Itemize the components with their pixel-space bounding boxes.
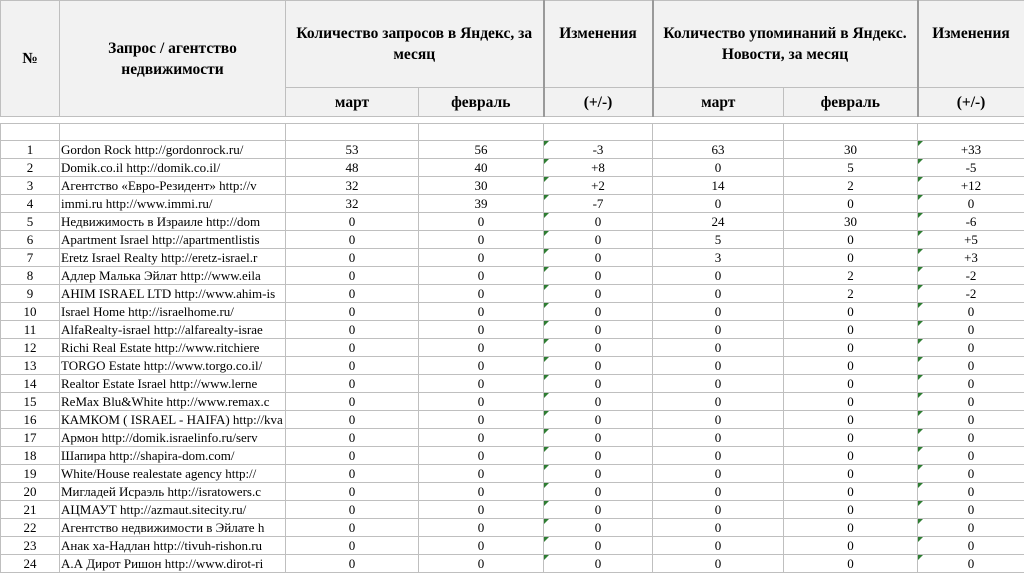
requests-march-cell[interactable]: 0 bbox=[286, 339, 419, 357]
requests-change-cell[interactable]: 0 bbox=[544, 267, 653, 285]
news-february-cell[interactable]: 0 bbox=[784, 465, 918, 483]
requests-change-cell[interactable]: +8 bbox=[544, 159, 653, 177]
news-change-cell[interactable]: +33 bbox=[918, 141, 1024, 159]
requests-change-cell[interactable]: 0 bbox=[544, 519, 653, 537]
table-row bbox=[1, 447, 1024, 465]
requests-february-cell[interactable]: 0 bbox=[419, 447, 544, 465]
requests-february-cell[interactable]: 0 bbox=[419, 393, 544, 411]
empty-cell[interactable] bbox=[1, 124, 60, 141]
news-february-cell[interactable]: 0 bbox=[784, 357, 918, 375]
requests-february-cell[interactable]: 0 bbox=[419, 537, 544, 555]
row-number-cell[interactable]: 7 bbox=[1, 249, 60, 267]
query-cell[interactable]: ReMax Blu&White http://www.remax.c bbox=[60, 393, 286, 411]
table-row bbox=[1, 519, 1024, 537]
table-row bbox=[1, 231, 1024, 249]
news-change-cell[interactable]: 0 bbox=[918, 537, 1024, 555]
requests-change-cell[interactable]: 0 bbox=[544, 501, 653, 519]
news-february-cell[interactable]: 0 bbox=[784, 537, 918, 555]
news-change-cell[interactable]: 0 bbox=[918, 501, 1024, 519]
news-march-cell[interactable]: 0 bbox=[653, 393, 784, 411]
news-march-cell[interactable]: 0 bbox=[653, 159, 784, 177]
row-number-cell[interactable]: 3 bbox=[1, 177, 60, 195]
row-number-cell[interactable]: 2 bbox=[1, 159, 60, 177]
requests-march-cell[interactable]: 0 bbox=[286, 429, 419, 447]
requests-february-cell[interactable]: 0 bbox=[419, 267, 544, 285]
table-row bbox=[1, 465, 1024, 483]
news-march-cell[interactable]: 0 bbox=[653, 447, 784, 465]
requests-february-cell[interactable]: 0 bbox=[419, 501, 544, 519]
news-change-cell[interactable]: 0 bbox=[918, 195, 1024, 213]
table-row bbox=[1, 195, 1024, 213]
requests-february-cell[interactable]: 40 bbox=[419, 159, 544, 177]
news-march-cell[interactable]: 24 bbox=[653, 213, 784, 231]
requests-march-cell[interactable]: 0 bbox=[286, 483, 419, 501]
requests-february-cell[interactable]: 0 bbox=[419, 519, 544, 537]
news-february-cell[interactable]: 30 bbox=[784, 141, 918, 159]
news-february-cell[interactable]: 0 bbox=[784, 339, 918, 357]
query-cell[interactable]: TORGO Estate http://www.torgo.co.il/ bbox=[60, 357, 286, 375]
news-change-cell[interactable]: 0 bbox=[918, 357, 1024, 375]
header-changes-2[interactable]: Изменения bbox=[918, 1, 1024, 88]
query-cell[interactable]: Недвижимость в Израиле http://dom bbox=[60, 213, 286, 231]
empty-cell[interactable] bbox=[784, 124, 918, 141]
news-change-cell[interactable]: -2 bbox=[918, 285, 1024, 303]
news-february-cell[interactable]: 0 bbox=[784, 447, 918, 465]
news-march-cell[interactable]: 0 bbox=[653, 321, 784, 339]
news-change-cell[interactable]: 0 bbox=[918, 483, 1024, 501]
row-number-cell[interactable]: 22 bbox=[1, 519, 60, 537]
query-cell[interactable]: КАМКОМ ( ISRAEL - HAIFA) http://kva bbox=[60, 411, 286, 429]
requests-march-cell[interactable]: 0 bbox=[286, 285, 419, 303]
requests-change-cell[interactable]: -7 bbox=[544, 195, 653, 213]
requests-march-cell[interactable]: 32 bbox=[286, 195, 419, 213]
news-change-cell[interactable]: 0 bbox=[918, 519, 1024, 537]
news-march-cell[interactable]: 14 bbox=[653, 177, 784, 195]
requests-change-cell[interactable]: 0 bbox=[544, 231, 653, 249]
news-change-cell[interactable]: -5 bbox=[918, 159, 1024, 177]
row-number-cell[interactable]: 6 bbox=[1, 231, 60, 249]
requests-march-cell[interactable]: 0 bbox=[286, 267, 419, 285]
requests-february-cell[interactable]: 0 bbox=[419, 285, 544, 303]
header-query[interactable]: Запрос / агентство недвижимости bbox=[60, 1, 286, 117]
table-row bbox=[1, 267, 1024, 285]
table-row bbox=[1, 303, 1024, 321]
table-row bbox=[1, 375, 1024, 393]
row-number-cell[interactable]: 23 bbox=[1, 537, 60, 555]
query-cell[interactable]: immi.ru http://www.immi.ru/ bbox=[60, 195, 286, 213]
row-number-cell[interactable]: 14 bbox=[1, 375, 60, 393]
requests-march-cell[interactable]: 0 bbox=[286, 303, 419, 321]
news-february-cell[interactable]: 0 bbox=[784, 375, 918, 393]
requests-february-cell[interactable]: 0 bbox=[419, 321, 544, 339]
requests-march-cell[interactable]: 48 bbox=[286, 159, 419, 177]
requests-change-cell[interactable]: 0 bbox=[544, 213, 653, 231]
news-change-cell[interactable]: 0 bbox=[918, 555, 1024, 573]
news-february-cell[interactable]: 0 bbox=[784, 321, 918, 339]
news-march-cell[interactable]: 3 bbox=[653, 249, 784, 267]
row-number-cell[interactable]: 17 bbox=[1, 429, 60, 447]
row-number-cell[interactable]: 15 bbox=[1, 393, 60, 411]
requests-february-cell[interactable]: 0 bbox=[419, 465, 544, 483]
requests-change-cell[interactable]: 0 bbox=[544, 429, 653, 447]
requests-february-cell[interactable]: 0 bbox=[419, 303, 544, 321]
header-february-1[interactable]: февраль bbox=[419, 88, 544, 117]
query-cell[interactable]: Domik.co.il http://domik.co.il/ bbox=[60, 159, 286, 177]
news-change-cell[interactable]: 0 bbox=[918, 465, 1024, 483]
table-row bbox=[1, 393, 1024, 411]
row-number-cell[interactable]: 24 bbox=[1, 555, 60, 573]
empty-cell[interactable] bbox=[918, 124, 1024, 141]
news-february-cell[interactable]: 2 bbox=[784, 285, 918, 303]
header-march-1[interactable]: март bbox=[286, 88, 419, 117]
requests-march-cell[interactable]: 0 bbox=[286, 231, 419, 249]
requests-change-cell[interactable]: 0 bbox=[544, 411, 653, 429]
table-row bbox=[1, 357, 1024, 375]
news-february-cell[interactable]: 2 bbox=[784, 267, 918, 285]
header-yandex-requests[interactable]: Количество запросов в Яндекс, за месяц bbox=[286, 1, 544, 88]
requests-change-cell[interactable]: 0 bbox=[544, 375, 653, 393]
news-march-cell[interactable]: 63 bbox=[653, 141, 784, 159]
requests-february-cell[interactable]: 0 bbox=[419, 411, 544, 429]
query-cell[interactable]: Gordon Rock http://gordonrock.ru/ bbox=[60, 141, 286, 159]
news-march-cell[interactable]: 0 bbox=[653, 537, 784, 555]
requests-march-cell[interactable]: 0 bbox=[286, 249, 419, 267]
table-row bbox=[1, 213, 1024, 231]
requests-february-cell[interactable]: 56 bbox=[419, 141, 544, 159]
requests-march-cell[interactable]: 0 bbox=[286, 357, 419, 375]
requests-march-cell[interactable]: 0 bbox=[286, 501, 419, 519]
table-row bbox=[1, 177, 1024, 195]
row-number-cell[interactable]: 1 bbox=[1, 141, 60, 159]
row-number-cell[interactable]: 18 bbox=[1, 447, 60, 465]
news-february-cell[interactable]: 0 bbox=[784, 411, 918, 429]
news-change-cell[interactable]: 0 bbox=[918, 429, 1024, 447]
query-cell[interactable]: White/House realestate agency http:// bbox=[60, 465, 286, 483]
requests-march-cell[interactable]: 0 bbox=[286, 393, 419, 411]
requests-march-cell[interactable]: 0 bbox=[286, 537, 419, 555]
requests-february-cell[interactable]: 0 bbox=[419, 357, 544, 375]
news-march-cell[interactable]: 0 bbox=[653, 555, 784, 573]
news-change-cell[interactable]: 0 bbox=[918, 321, 1024, 339]
query-cell[interactable]: АЦМАУТ http://azmaut.sitecity.ru/ bbox=[60, 501, 286, 519]
empty-cell[interactable] bbox=[60, 124, 286, 141]
requests-february-cell[interactable]: 0 bbox=[419, 375, 544, 393]
row-number-cell[interactable]: 10 bbox=[1, 303, 60, 321]
news-march-cell[interactable]: 0 bbox=[653, 465, 784, 483]
requests-change-cell[interactable]: 0 bbox=[544, 303, 653, 321]
requests-march-cell[interactable]: 0 bbox=[286, 465, 419, 483]
query-cell[interactable]: Realtor Estate Israel http://www.lerne bbox=[60, 375, 286, 393]
spacer-row bbox=[1, 117, 1024, 124]
query-cell[interactable]: Адлер Малька Эйлат http://www.eila bbox=[60, 267, 286, 285]
table-row bbox=[1, 501, 1024, 519]
query-cell[interactable]: А.А Дирот Ришон http://www.dirot-ri bbox=[60, 555, 286, 573]
news-february-cell[interactable]: 0 bbox=[784, 429, 918, 447]
query-cell[interactable]: Агентство недвижимости в Эйлате h bbox=[60, 519, 286, 537]
requests-change-cell[interactable]: 0 bbox=[544, 447, 653, 465]
requests-march-cell[interactable]: 0 bbox=[286, 555, 419, 573]
requests-change-cell[interactable]: -3 bbox=[544, 141, 653, 159]
requests-february-cell[interactable]: 0 bbox=[419, 483, 544, 501]
news-february-cell[interactable]: 0 bbox=[784, 195, 918, 213]
news-february-cell[interactable]: 30 bbox=[784, 213, 918, 231]
requests-march-cell[interactable]: 32 bbox=[286, 177, 419, 195]
header-plus-minus-1[interactable]: (+/-) bbox=[544, 88, 653, 117]
table-row bbox=[1, 339, 1024, 357]
row-number-cell[interactable]: 4 bbox=[1, 195, 60, 213]
news-february-cell[interactable]: 0 bbox=[784, 555, 918, 573]
requests-march-cell[interactable]: 0 bbox=[286, 411, 419, 429]
news-march-cell[interactable]: 5 bbox=[653, 231, 784, 249]
news-february-cell[interactable]: 2 bbox=[784, 177, 918, 195]
requests-february-cell[interactable]: 0 bbox=[419, 213, 544, 231]
table-row bbox=[1, 321, 1024, 339]
news-february-cell[interactable]: 0 bbox=[784, 483, 918, 501]
news-change-cell[interactable]: -2 bbox=[918, 267, 1024, 285]
requests-february-cell[interactable]: 39 bbox=[419, 195, 544, 213]
news-change-cell[interactable]: 0 bbox=[918, 393, 1024, 411]
requests-change-cell[interactable]: 0 bbox=[544, 249, 653, 267]
news-march-cell[interactable]: 0 bbox=[653, 483, 784, 501]
news-march-cell[interactable]: 0 bbox=[653, 195, 784, 213]
query-cell[interactable]: Apartment Israel http://apartmentlistis bbox=[60, 231, 286, 249]
table-row bbox=[1, 249, 1024, 267]
requests-february-cell[interactable]: 0 bbox=[419, 231, 544, 249]
requests-change-cell[interactable]: +2 bbox=[544, 177, 653, 195]
query-cell[interactable]: Агентство «Евро-Резидент» http://v bbox=[60, 177, 286, 195]
requests-change-cell[interactable]: 0 bbox=[544, 555, 653, 573]
news-february-cell[interactable]: 0 bbox=[784, 393, 918, 411]
requests-change-cell[interactable]: 0 bbox=[544, 285, 653, 303]
news-february-cell[interactable]: 0 bbox=[784, 249, 918, 267]
empty-cell[interactable] bbox=[653, 124, 784, 141]
table-row bbox=[1, 411, 1024, 429]
row-number-cell[interactable]: 9 bbox=[1, 285, 60, 303]
requests-march-cell[interactable]: 53 bbox=[286, 141, 419, 159]
news-march-cell[interactable]: 0 bbox=[653, 303, 784, 321]
news-march-cell[interactable]: 0 bbox=[653, 429, 784, 447]
row-number-cell[interactable]: 8 bbox=[1, 267, 60, 285]
row-number-cell[interactable]: 12 bbox=[1, 339, 60, 357]
query-cell[interactable]: Шапира http://shapira-dom.com/ bbox=[60, 447, 286, 465]
news-march-cell[interactable]: 0 bbox=[653, 339, 784, 357]
query-cell[interactable]: Israel Home http://israelhome.ru/ bbox=[60, 303, 286, 321]
row-number-cell[interactable]: 16 bbox=[1, 411, 60, 429]
news-march-cell[interactable]: 0 bbox=[653, 267, 784, 285]
row-number-cell[interactable]: 13 bbox=[1, 357, 60, 375]
news-change-cell[interactable]: 0 bbox=[918, 411, 1024, 429]
header-february-2[interactable]: февраль bbox=[784, 88, 918, 117]
requests-change-cell[interactable]: 0 bbox=[544, 321, 653, 339]
table-row bbox=[1, 141, 1024, 159]
requests-february-cell[interactable]: 0 bbox=[419, 249, 544, 267]
news-march-cell[interactable]: 0 bbox=[653, 519, 784, 537]
row-number-cell[interactable]: 20 bbox=[1, 483, 60, 501]
requests-change-cell[interactable]: 0 bbox=[544, 393, 653, 411]
requests-february-cell[interactable]: 0 bbox=[419, 555, 544, 573]
news-change-cell[interactable]: +5 bbox=[918, 231, 1024, 249]
requests-change-cell[interactable]: 0 bbox=[544, 483, 653, 501]
row-number-cell[interactable]: 11 bbox=[1, 321, 60, 339]
empty-cell[interactable] bbox=[544, 124, 653, 141]
empty-cell[interactable] bbox=[286, 124, 419, 141]
query-cell[interactable]: AlfaRealty-israel http://alfarealty-israe bbox=[60, 321, 286, 339]
requests-change-cell[interactable]: 0 bbox=[544, 465, 653, 483]
table-row bbox=[1, 429, 1024, 447]
query-cell[interactable]: Eretz Israel Realty http://eretz-israel.r bbox=[60, 249, 286, 267]
query-cell[interactable]: Richi Real Estate http://www.ritchiere bbox=[60, 339, 286, 357]
news-march-cell[interactable]: 0 bbox=[653, 411, 784, 429]
news-change-cell[interactable]: 0 bbox=[918, 375, 1024, 393]
news-change-cell[interactable]: -6 bbox=[918, 213, 1024, 231]
news-february-cell[interactable]: 0 bbox=[784, 519, 918, 537]
news-february-cell[interactable]: 0 bbox=[784, 501, 918, 519]
table-row bbox=[1, 555, 1024, 573]
news-change-cell[interactable]: 0 bbox=[918, 447, 1024, 465]
query-cell[interactable]: Армон http://domik.israelinfo.ru/serv bbox=[60, 429, 286, 447]
requests-change-cell[interactable]: 0 bbox=[544, 357, 653, 375]
table-row bbox=[1, 159, 1024, 177]
requests-february-cell[interactable]: 30 bbox=[419, 177, 544, 195]
requests-february-cell[interactable]: 0 bbox=[419, 429, 544, 447]
requests-march-cell[interactable]: 0 bbox=[286, 321, 419, 339]
table-row bbox=[1, 537, 1024, 555]
header-changes-1[interactable]: Изменения bbox=[544, 1, 653, 88]
query-cell[interactable]: AHIM ISRAEL LTD http://www.ahim-is bbox=[60, 285, 286, 303]
requests-march-cell[interactable]: 0 bbox=[286, 213, 419, 231]
query-cell[interactable]: Мигладей Исраэль http://isratowers.c bbox=[60, 483, 286, 501]
news-march-cell[interactable]: 0 bbox=[653, 285, 784, 303]
requests-march-cell[interactable]: 0 bbox=[286, 519, 419, 537]
news-february-cell[interactable]: 5 bbox=[784, 159, 918, 177]
news-march-cell[interactable]: 0 bbox=[653, 375, 784, 393]
table-row bbox=[1, 483, 1024, 501]
query-cell[interactable]: Анак ха-Надлан http://tivuh-rishon.ru bbox=[60, 537, 286, 555]
news-change-cell[interactable]: 0 bbox=[918, 339, 1024, 357]
header-yandex-news[interactable]: Количество упоминаний в Яндекс. Новости, за месяц bbox=[653, 1, 918, 88]
table-row bbox=[1, 285, 1024, 303]
requests-change-cell[interactable]: 0 bbox=[544, 339, 653, 357]
news-february-cell[interactable]: 0 bbox=[784, 231, 918, 249]
news-march-cell[interactable]: 0 bbox=[653, 501, 784, 519]
requests-march-cell[interactable]: 0 bbox=[286, 447, 419, 465]
header-march-2[interactable]: март bbox=[653, 88, 784, 117]
requests-february-cell[interactable]: 0 bbox=[419, 339, 544, 357]
row-number-cell[interactable]: 21 bbox=[1, 501, 60, 519]
news-change-cell[interactable]: +12 bbox=[918, 177, 1024, 195]
news-change-cell[interactable]: 0 bbox=[918, 303, 1024, 321]
news-change-cell[interactable]: +3 bbox=[918, 249, 1024, 267]
news-march-cell[interactable]: 0 bbox=[653, 357, 784, 375]
header-plus-minus-2[interactable]: (+/-) bbox=[918, 88, 1024, 117]
empty-cell[interactable] bbox=[419, 124, 544, 141]
row-number-cell[interactable]: 5 bbox=[1, 213, 60, 231]
row-number-cell[interactable]: 19 bbox=[1, 465, 60, 483]
news-february-cell[interactable]: 0 bbox=[784, 303, 918, 321]
requests-change-cell[interactable]: 0 bbox=[544, 537, 653, 555]
header-number[interactable]: № bbox=[1, 1, 60, 117]
requests-march-cell[interactable]: 0 bbox=[286, 375, 419, 393]
